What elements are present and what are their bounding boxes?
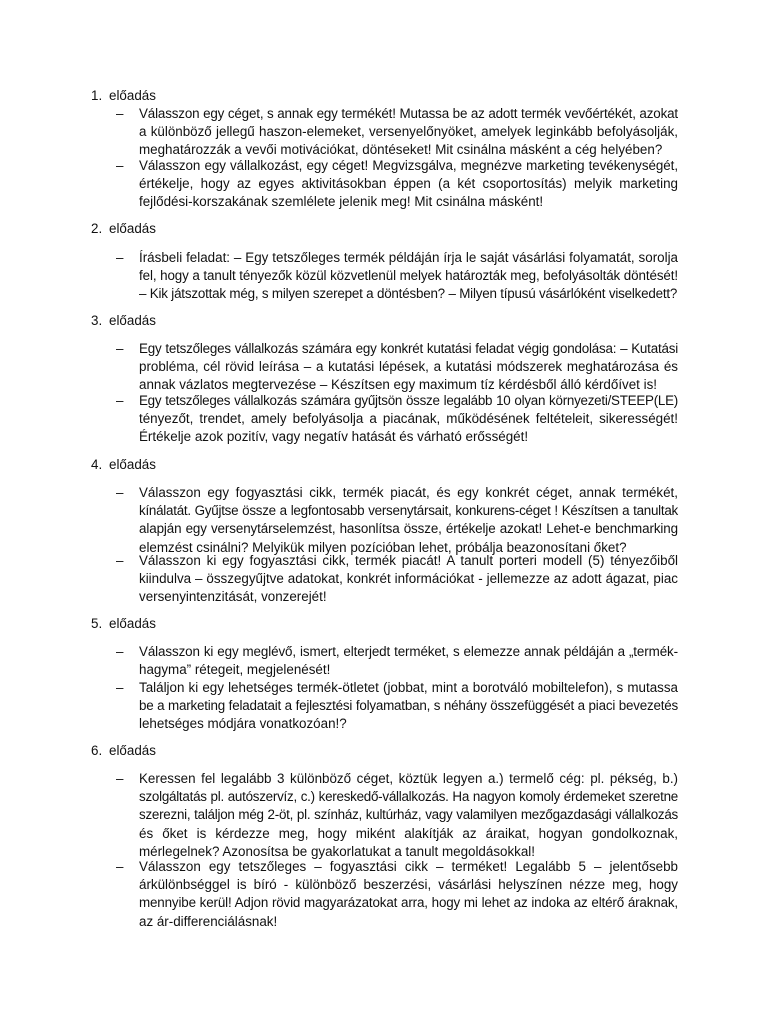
section-number: 2. [91,221,103,236]
bullet-text [139,105,678,160]
section-6-heading [91,741,156,760]
text-line: Válasszon egy fogyasztási cikk, termék piacát, és egy konkrét céget, annak termékét, [139,485,678,500]
text-line: Válasszon egy vállalkozást, egy céget! Megvizsgálva, megnézve marketing tevékenységét, [139,158,678,173]
section-title: előadás [109,743,156,758]
bullet-item [91,643,678,679]
section-4-heading [91,455,156,474]
bullet-item [91,157,678,212]
text-line: lehetséges módjára vonatkozóan!? [139,716,347,732]
dash-marker: – [116,553,124,568]
text-line: meghatározzák a vevői motivációkat, döntéseket! Mit csinálna másként a cég helyében? [139,142,663,158]
text-line: annak vázlatos megtervezése – Készítsen egy maximum tíz kérdésből álló kérdőívet is! [139,377,658,393]
dash-marker: – [116,485,124,500]
bullet-text [139,858,678,931]
text-line: és őket is kérdezze meg, hogy miként alakítják az áraikat, hogyan gondolkoznak, [139,825,678,841]
dash-marker: – [116,341,124,356]
section-5-heading [91,614,156,633]
text-line: szolgáltatás pl. autószervíz, c.) kereskedő-vállalkozás. Ha nagyon komoly érdemeket szeretne [139,789,678,805]
dash-marker: – [116,859,124,874]
text-line: Írásbeli feladat: – Egy tetszőleges termék példáján írja le saját vásárlási folyamatát, sorolja [139,250,678,265]
section-3-heading [91,311,156,330]
bullet-item [91,105,678,160]
text-line: Egy tetszőleges vállalkozás számára gyűjtsön össze legalább 10 olyan környezeti/STEEP(LE) [139,393,678,408]
bullet-item [91,770,678,861]
section-title: előadás [109,457,156,472]
text-line: – Kik játszottak még, s milyen szerepet a döntésben? – Milyen típusú vásárlóként viselkedett? [139,286,678,302]
bullet-text [139,249,678,304]
section-number: 5. [91,616,103,631]
bullet-text [139,484,678,557]
section-number: 1. [91,88,103,103]
text-line: Válasszon egy tetszőleges – fogyasztási cikk – terméket! Legalább 5 – jelentősebb [139,859,678,874]
section-1-heading [91,86,156,105]
text-line: elemzést csinálni? Melyikük milyen pozícióban lehet, próbálja beazonosítani őket? [139,539,627,555]
dash-marker: – [116,644,124,659]
dash-marker: – [116,680,124,695]
bullet-item [91,484,678,557]
bullet-item [91,392,678,447]
text-line: Válasszon egy céget, s annak egy termékét! Mutassa be az adott termék vevőértékét, azokat [139,106,678,121]
section-number: 3. [91,313,103,328]
bullet-item [91,249,678,304]
text-line: fejlődési-korszakának szemlélete jelenik meg! Mit csinálna másként! [139,194,544,210]
section-number: 4. [91,457,103,472]
text-line: probléma, cél rövid leírása – a kutatási lépések, a kutatási módszerek meghatározása és [139,359,678,375]
bullet-text [139,679,678,734]
bullet-text [139,340,678,395]
section-title: előadás [109,88,156,103]
text-line: Találjon ki egy lehetséges termék-ötletet (jobbat, mint a borotváló mobiltelefon), s mutassa [139,680,678,695]
bullet-text [139,643,678,679]
section-2-heading [91,219,156,238]
text-line: tényezőt, trendet, amely befolyásolja a piacának, működésének feltételeit, sikerességét! [139,411,678,427]
bullet-item [91,552,678,607]
text-line: szerezni, találjon még 2-öt, pl. színház, kultúrház, vagy valamilyen mezőgazdasági vállalkozás [139,807,678,823]
section-number: 6. [91,743,103,758]
text-line: versenyintenzitását, vonzerejét! [139,589,327,605]
text-line: kiindulva – összegyűjtve adatokat, konkrét információkat - jellemezze az adott ágazat, piac [139,571,678,587]
text-line: az ár-differenciálásnak! [139,913,278,929]
section-title: előadás [109,221,156,236]
section-title: előadás [109,616,156,631]
bullet-item [91,858,678,931]
text-line: mérlegelnek? Azonosítsa be gyakorlatukat a tanult megoldásokkal! [139,843,536,859]
section-title: előadás [109,313,156,328]
dash-marker: – [116,393,124,408]
bullet-item [91,679,678,734]
bullet-text [139,770,678,861]
text-line: Válasszon ki egy fogyasztási cikk, termék piacát! A tanult porteri modell (5) tényezőiből [139,553,678,568]
text-line: hagyma” rétegeit, megjelenését! [139,662,331,678]
bullet-text [139,552,678,607]
text-line: Válasszon ki egy meglévő, ismert, elterjedt terméket, s elemezze annak példáján a „termék- [139,644,678,659]
dash-marker: – [116,250,124,265]
dash-marker: – [116,106,124,121]
text-line: értékelje, hogy az egyes aktivitásokban éppen (a két csoportosítás) melyik marketing [139,176,678,192]
text-line: fel, hogy a tanult tényezők közül közvetlenül melyek határozták meg, befolyásolták döntését! [139,268,678,284]
dash-marker: – [116,771,124,786]
text-line: Értékelje azok pozitív, vagy negatív hatását és várható erősségét! [139,429,529,445]
text-line: mennyibe kerül! Adjon rövid magyarázatokat arra, hogy mi lehet az indoka az eltérő áraknak, [139,895,678,911]
bullet-text [139,392,678,447]
text-line: Egy tetszőleges vállalkozás számára egy konkrét kutatási feladat végig gondolása: – Kutatási [139,341,678,356]
text-line: alapján egy versenytárselemzést, hasonlítsa össze, értékelje azokat! Lehet-e benchmarking [139,521,678,537]
bullet-item [91,340,678,395]
text-line: Keressen fel legalább 3 különböző céget, köztük legyen a.) termelő cég: pl. pékség, b.) [139,771,678,786]
text-line: be a marketing feladatait a fejlesztési folyamatban, s néhány összefüggését a piaci bevezetés [139,698,678,714]
text-line: kínálatát. Gyűjtse össze a legfontosabb versenytársait, konkurens-céget ! Készítsen a tanultak [139,503,678,519]
dash-marker: – [116,158,124,173]
text-line: árkülönbséggel is bíró - különböző beszerzési, vásárlási helyszínen nézze meg, hogy [139,877,678,893]
text-line: a különböző jellegű haszon-elemeket, versenyelőnyöket, amelyek leginkább befolyásolják, [139,124,678,140]
bullet-text [139,157,678,212]
